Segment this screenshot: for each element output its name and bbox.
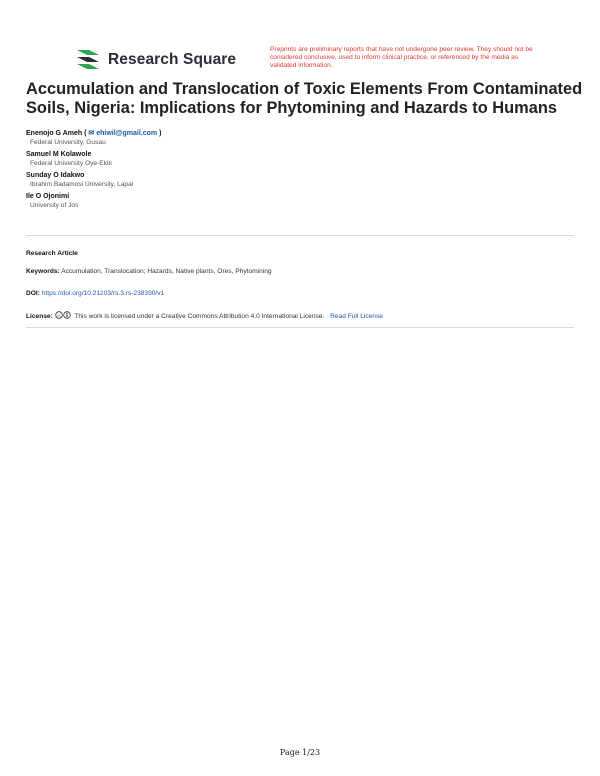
author-entry (26, 150, 566, 169)
author-name: Samuel M Kolawole (26, 151, 92, 158)
page-number: Page 1/23 (279, 748, 321, 757)
section-divider (26, 235, 574, 236)
brand-name: Research Square (108, 51, 237, 68)
doi-line (26, 290, 574, 297)
keywords-value: Accumulation, Translocation; Hazards, Native plants, Ores, Phytomining (61, 268, 272, 275)
author-affiliation: University of Jos (30, 202, 79, 209)
author-entry (26, 171, 566, 190)
page-header (74, 46, 544, 78)
author-entry (26, 129, 566, 148)
research-square-logo-icon (74, 48, 102, 72)
research-square-logo[interactable] (74, 48, 236, 72)
section-divider (26, 327, 574, 328)
author-list (26, 129, 566, 213)
article-type: Research Article (26, 250, 78, 257)
creative-commons-by-icon (55, 311, 73, 319)
doi-label: DOI: (26, 290, 40, 297)
paper-title: Accumulation and Translocation of Toxic Elements From Contaminated Soils, Nigeria: Implications for Phytomining and Hazards to Humans (26, 80, 583, 117)
license-line (26, 311, 574, 320)
read-full-license-link[interactable]: Read Full License (330, 313, 383, 320)
author-email-link[interactable]: ehiwil@gmail.com (96, 130, 158, 137)
email-close-paren: ) (159, 130, 162, 137)
email-open-paren: ( (84, 130, 87, 137)
author-name: Sunday O Idakwo (26, 172, 85, 179)
author-affiliation: Federal University, Gusau (30, 139, 106, 146)
author-entry (26, 192, 566, 211)
svg-text:cc: cc (56, 313, 61, 318)
author-affiliation: Federal University Oye-Ekiti (30, 160, 112, 167)
envelope-icon: ✉ (88, 130, 95, 137)
author-name: Enenojo G Ameh (26, 130, 83, 137)
license-label: License: (26, 313, 53, 320)
doi-link[interactable]: https://doi.org/10.21203/rs.3.rs-238390/v1 (41, 290, 165, 297)
author-name: Ile O Ojonimi (26, 193, 70, 200)
license-text: This work is licensed under a Creative Commons Attribution 4.0 International License. (74, 313, 325, 320)
preprint-disclaimer: Preprints are preliminary reports that have not undergone peer review. They should not be considered conclusive, used to inform clinical practice, or referenced by the media as validated information. (270, 46, 533, 69)
author-affiliation: Ibrahim Badamosi University, Lapai (30, 181, 134, 188)
keywords-label: Keywords: (26, 268, 60, 275)
keywords-line (26, 268, 574, 275)
